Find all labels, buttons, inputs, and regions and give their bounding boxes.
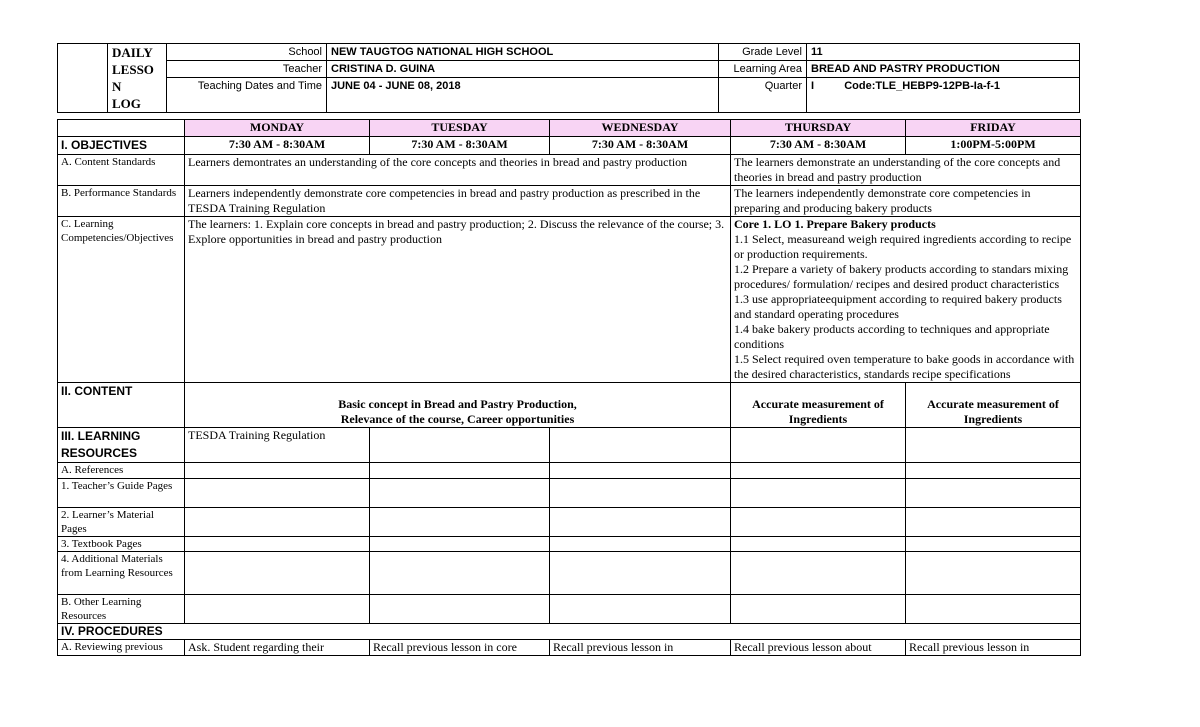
additional-cell — [185, 552, 370, 595]
day-header-thursday: THURSDAY — [731, 120, 906, 137]
time-wednesday: 7:30 AM - 8:30AM — [550, 137, 731, 155]
references-cell — [731, 463, 906, 479]
content-thursday — [731, 383, 906, 428]
learning-resources-heading: III. LEARNING RESOURCES — [58, 428, 185, 463]
day-header-tuesday: TUESDAY — [370, 120, 550, 137]
content-thursday-line-2: Ingredients — [788, 412, 848, 426]
other-cell — [731, 595, 906, 624]
performance-standards-mon-wed: Learners independently demonstrate core competencies in bread and pastry production as prescribed in the TESDA Training Regulation — [185, 186, 731, 217]
other-cell — [370, 595, 550, 624]
content-friday — [906, 383, 1081, 428]
competency-item: 1.5 Select required oven temperature to bake goods in accordance with the desired characteristics, standards recipe specifications — [734, 352, 1075, 381]
competency-item: 1.4 bake bakery products according to techniques and appropriate conditions — [734, 322, 1050, 351]
guide-cell — [370, 479, 550, 508]
material-cell — [370, 508, 550, 537]
competency-item: 1.1 Select, measureand weigh required ingredients according to recipe or production requirements. — [734, 232, 1072, 261]
textbook-cell — [185, 537, 370, 552]
content-friday-line-2: Ingredients — [963, 412, 1023, 426]
procedure-monday: Ask. Student regarding their — [185, 640, 370, 656]
dll-line-1: DAILY — [112, 45, 153, 60]
additional-cell — [370, 552, 550, 595]
other-resources-label: B. Other Learning Resources — [58, 595, 185, 624]
procedures-heading: IV. PROCEDURES — [58, 624, 1081, 640]
content-mon-wed — [185, 383, 731, 428]
additional-cell — [906, 552, 1081, 595]
textbook-cell — [906, 537, 1081, 552]
grade-level-label: Grade Level — [719, 44, 807, 61]
learning-competencies-thu-fri — [731, 217, 1081, 383]
procedure-friday: Recall previous lesson in — [906, 640, 1081, 656]
resources-monday: TESDA Training Regulation — [185, 428, 370, 463]
teachers-guide-label: 1. Teacher’s Guide Pages — [58, 479, 185, 508]
resources-friday — [906, 428, 1081, 463]
learning-area-value: BREAD AND PASTRY PRODUCTION — [807, 61, 1080, 78]
dll-line-2: LESSO — [112, 62, 154, 77]
procedure-wednesday: Recall previous lesson in — [550, 640, 731, 656]
material-cell — [550, 508, 731, 537]
material-cell — [185, 508, 370, 537]
learning-competencies-label: C. Learning Competencies/Objectives — [58, 217, 185, 383]
header-table — [57, 43, 1080, 113]
resources-tuesday — [370, 428, 550, 463]
guide-cell — [731, 479, 906, 508]
teaching-dates-label: Teaching Dates and Time — [167, 78, 327, 113]
quarter-value: I — [811, 80, 815, 92]
content-mon-wed-line-1: Basic concept in Bread and Pastry Production, — [338, 397, 577, 411]
competency-item: 1.2 Prepare a variety of bakery products according to standars mixing procedures/ formulation/ recipes and desired product characteristics — [734, 262, 1069, 291]
textbook-cell — [370, 537, 550, 552]
references-cell — [906, 463, 1081, 479]
procedure-thursday: Recall previous lesson about — [731, 640, 906, 656]
reviewing-label: A. Reviewing previous — [58, 640, 185, 656]
time-monday: 7:30 AM - 8:30AM — [185, 137, 370, 155]
content-heading: II. CONTENT — [58, 383, 185, 428]
core-lo-title: Core 1. LO 1. Prepare Bakery products — [734, 217, 936, 231]
content-standards-mon-wed: Learners demontrates an understanding of the core concepts and theories in bread and pastry production — [185, 155, 731, 186]
performance-standards-thu-fri: The learners independently demonstrate core competencies in preparing and producing bakery products — [731, 186, 1081, 217]
quarter-label: Quarter — [719, 78, 807, 113]
time-thursday: 7:30 AM - 8:30AM — [731, 137, 906, 155]
learning-area-label: Learning Area — [719, 61, 807, 78]
teacher-label: Teacher — [167, 61, 327, 78]
time-tuesday: 7:30 AM - 8:30AM — [370, 137, 550, 155]
school-value: NEW TAUGTOG NATIONAL HIGH SCHOOL — [327, 44, 719, 61]
content-standards-thu-fri: The learners demonstrate an understanding of the core concepts and theories in bread and pastry production — [731, 155, 1081, 186]
references-cell — [185, 463, 370, 479]
guide-cell — [550, 479, 731, 508]
references-label: A. References — [58, 463, 185, 479]
lesson-log-table — [57, 119, 1081, 656]
material-cell — [731, 508, 906, 537]
school-label: School — [167, 44, 327, 61]
references-cell — [550, 463, 731, 479]
teaching-dates-value: JUNE 04 - JUNE 08, 2018 — [327, 78, 719, 113]
procedure-tuesday: Recall previous lesson in core — [370, 640, 550, 656]
content-standards-label: A. Content Standards — [58, 155, 185, 186]
performance-standards-label: B. Performance Standards — [58, 186, 185, 217]
competency-item: 1.3 use appropriateequipment according to required bakery products and standard operating procedures — [734, 292, 1062, 321]
day-header-wednesday: WEDNESDAY — [550, 120, 731, 137]
guide-cell — [906, 479, 1081, 508]
resources-wednesday — [550, 428, 731, 463]
day-header-friday: FRIDAY — [906, 120, 1081, 137]
daily-lesson-log-title — [108, 44, 167, 113]
textbook-pages-label: 3. Textbook Pages — [58, 537, 185, 552]
material-cell — [906, 508, 1081, 537]
other-cell — [906, 595, 1081, 624]
time-friday: 1:00PM-5:00PM — [906, 137, 1081, 155]
grade-level-value: 11 — [807, 44, 1080, 61]
other-cell — [550, 595, 731, 624]
additional-cell — [731, 552, 906, 595]
dll-line-4: LOG — [112, 96, 141, 111]
guide-cell — [185, 479, 370, 508]
additional-cell — [550, 552, 731, 595]
content-thursday-line-1: Accurate measurement of — [752, 397, 884, 411]
content-friday-line-1: Accurate measurement of — [927, 397, 1059, 411]
other-cell — [185, 595, 370, 624]
content-mon-wed-line-2: Relevance of the course, Career opportunities — [340, 412, 575, 426]
learning-competencies-mon-wed: The learners: 1. Explain core concepts in bread and pastry production; 2. Discuss the relevance of the course; 3. Explore opportunities in bread and pastry production — [185, 217, 731, 383]
learners-material-label: 2. Learner’s Material Pages — [58, 508, 185, 537]
textbook-cell — [550, 537, 731, 552]
resources-thursday — [731, 428, 906, 463]
quarter-code-cell — [807, 78, 1080, 113]
additional-materials-label: 4. Additional Materials from Learning Resources — [58, 552, 185, 595]
code-value: Code:TLE_HEBP9-12PB-Ia-f-1 — [844, 80, 1001, 92]
textbook-cell — [731, 537, 906, 552]
day-header-monday: MONDAY — [185, 120, 370, 137]
teacher-value: CRISTINA D. GUINA — [327, 61, 719, 78]
dll-line-3: N — [112, 79, 122, 94]
objectives-heading: I. OBJECTIVES — [58, 137, 185, 155]
corner-cell — [58, 120, 185, 137]
header-blank-cell — [58, 44, 108, 113]
references-cell — [370, 463, 550, 479]
